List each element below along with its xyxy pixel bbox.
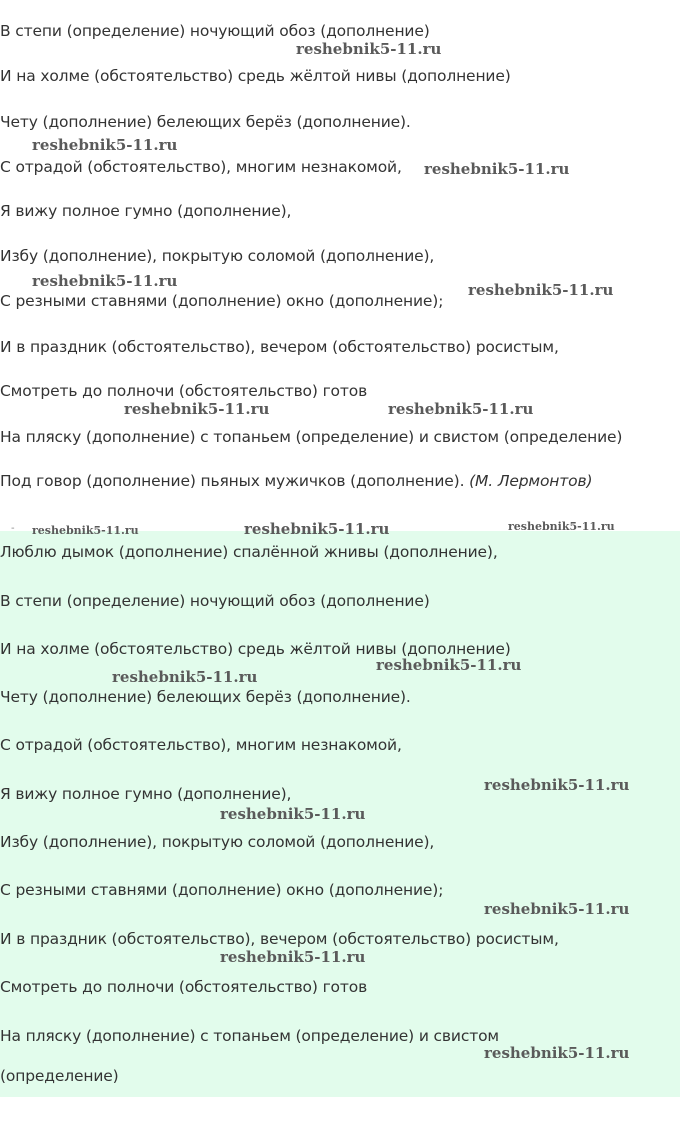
poem-line: И в праздник (обстоятельство), вечером (обстоятельство) росистым, bbox=[0, 930, 559, 948]
watermark: reshebnik5-11.ru bbox=[124, 400, 270, 418]
watermark: reshebnik5-11.ru bbox=[376, 656, 522, 674]
watermark: reshebnik5-11.ru bbox=[244, 520, 390, 538]
watermark: reshebnik5-11.ru bbox=[468, 281, 614, 299]
poem-line: Я вижу полное гумно (дополнение), bbox=[0, 202, 292, 220]
watermark: reshebnik5-11.ru bbox=[296, 40, 442, 58]
dash-mark: - bbox=[11, 523, 15, 534]
poem-line: И на холме (обстоятельство) средь жёлтой нивы (дополнение) bbox=[0, 640, 511, 658]
poem-line: С резными ставнями (дополнение) окно (дополнение); bbox=[0, 292, 444, 310]
poem-line: С отрадой (обстоятельство), многим незнакомой, bbox=[0, 736, 402, 754]
poem-line: И в праздник (обстоятельство), вечером (обстоятельство) росистым, bbox=[0, 338, 559, 356]
poem-line: На пляску (дополнение) с топаньем (определение) и свистом bbox=[0, 1027, 499, 1045]
watermark: reshebnik5-11.ru bbox=[484, 900, 630, 918]
poem-line: (определение) bbox=[0, 1067, 119, 1085]
poem-author: (М. Лермонтов) bbox=[469, 472, 593, 490]
poem-line: На пляску (дополнение) с топаньем (определение) и свистом (определение) bbox=[0, 428, 623, 446]
watermark: reshebnik5-11.ru bbox=[112, 668, 258, 686]
poem-line: Люблю дымок (дополнение) спалённой жнивы (дополнение), bbox=[0, 543, 498, 561]
poem-line: И на холме (обстоятельство) средь жёлтой нивы (дополнение) bbox=[0, 67, 511, 85]
poem-line bbox=[0, 471, 592, 491]
watermark: reshebnik5-11.ru bbox=[220, 805, 366, 823]
watermark: reshebnik5-11.ru bbox=[508, 520, 615, 533]
watermark: reshebnik5-11.ru bbox=[32, 272, 178, 290]
poem-line: С резными ставнями (дополнение) окно (дополнение); bbox=[0, 881, 444, 899]
watermark: reshebnik5-11.ru bbox=[484, 776, 630, 794]
poem-line-text: Под говор (дополнение) пьяных мужичков (дополнение). bbox=[0, 472, 465, 490]
watermark: reshebnik5-11.ru bbox=[484, 1044, 630, 1062]
poem-line: Смотреть до полночи (обстоятельство) готов bbox=[0, 382, 368, 400]
watermark: reshebnik5-11.ru bbox=[32, 136, 178, 154]
watermark: reshebnik5-11.ru bbox=[220, 948, 366, 966]
poem-line: Я вижу полное гумно (дополнение), bbox=[0, 785, 292, 803]
watermark: reshebnik5-11.ru bbox=[388, 400, 534, 418]
poem-line: С отрадой (обстоятельство), многим незнакомой, bbox=[0, 158, 402, 176]
poem-line: В степи (определение) ночующий обоз (дополнение) bbox=[0, 592, 430, 610]
poem-line: Избу (дополнение), покрытую соломой (дополнение), bbox=[0, 833, 435, 851]
watermark: reshebnik5-11.ru bbox=[424, 160, 570, 178]
poem-line: Избу (дополнение), покрытую соломой (дополнение), bbox=[0, 247, 435, 265]
poem-line: В степи (определение) ночующий обоз (дополнение) bbox=[0, 22, 430, 40]
watermark: reshebnik5-11.ru bbox=[32, 524, 139, 537]
poem-line: Смотреть до полночи (обстоятельство) готов bbox=[0, 978, 368, 996]
poem-line: Чету (дополнение) белеющих берёз (дополнение). bbox=[0, 113, 411, 131]
poem-line: Чету (дополнение) белеющих берёз (дополнение). bbox=[0, 688, 411, 706]
